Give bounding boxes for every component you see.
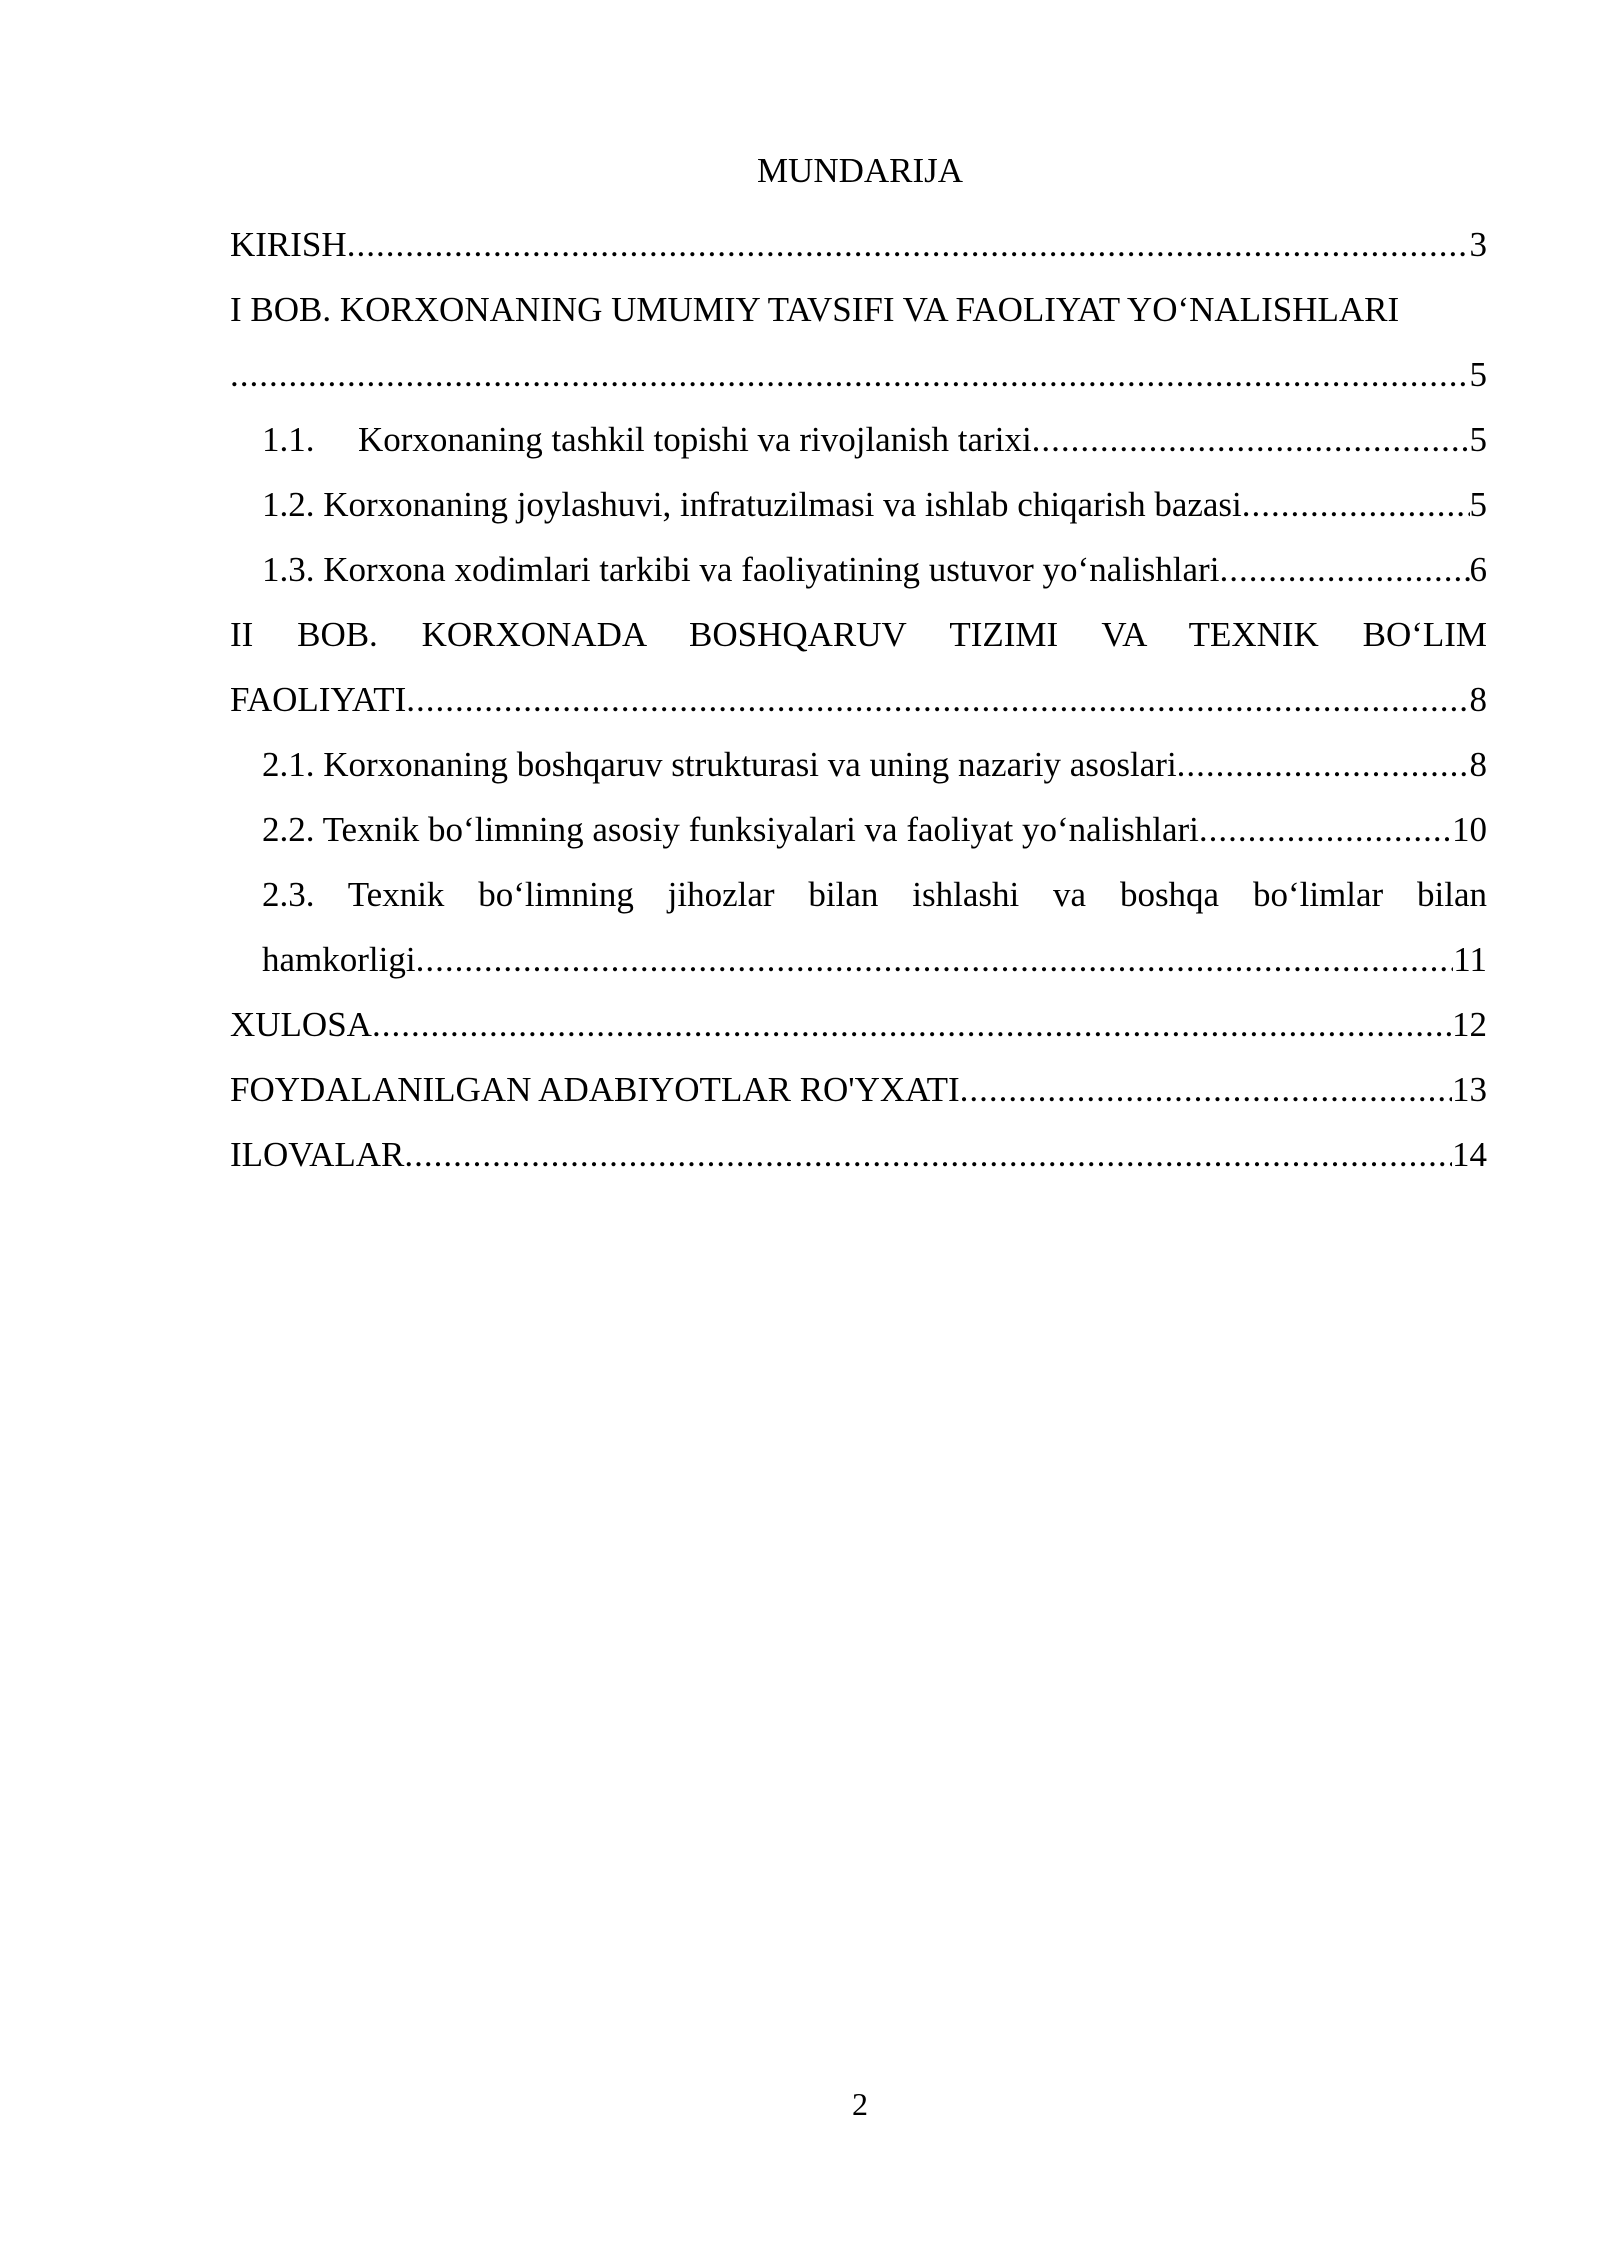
toc-entry-ilovalar[interactable] [230,1122,1487,1187]
toc-entry-adabiyotlar[interactable] [230,1057,1487,1122]
dot-leader [347,212,1470,277]
dot-leader [1177,732,1470,797]
toc-page-number: 11 [1453,940,1487,979]
toc-entry-bob-2[interactable] [230,602,1487,732]
table-of-contents [230,212,1487,1187]
toc-entry-label: Korxonaning tashkil topishi va rivojlanish tarixi [358,420,1032,459]
toc-entry-label: 2.2. Texnik bo‘limning asosiy funksiyalari va faoliyat yo‘nalishlari [262,810,1199,849]
toc-entry-bob-1[interactable] [230,277,1487,407]
dot-leader [372,992,1452,1057]
dot-leader [1032,407,1470,472]
toc-page-number: 6 [1469,550,1487,589]
toc-entry-label: 2.1. Korxonaning boshqaruv strukturasi va uning nazariy asoslari [262,745,1177,784]
toc-entry-1-3[interactable] [262,537,1487,602]
toc-entry-1-2[interactable] [262,472,1487,537]
page-title: MUNDARIJA [756,151,964,190]
dot-leader [1242,472,1470,537]
section-number: 1.1. [262,420,315,459]
toc-entry-label: 2.3. Texnik bo‘limning jihozlar bilan ishlashi va boshqa bo‘limlar bilan [262,875,1487,914]
toc-entry-label: XULOSA [230,1005,372,1044]
toc-entry-2-1[interactable] [262,732,1487,797]
toc-page-number: 14 [1452,1135,1487,1174]
toc-page-number: 8 [1469,745,1487,784]
toc-page-number: 5 [1469,485,1487,524]
toc-entry-2-2[interactable] [262,797,1487,862]
toc-page-number: 5 [1469,420,1487,459]
toc-entry-2-3[interactable] [262,862,1487,992]
dot-leader [1219,537,1469,602]
toc-page-number: 12 [1452,1005,1487,1044]
toc-entry-xulosa[interactable] [230,992,1487,1057]
toc-entry-label: 1.2. Korxonaning joylashuvi, infratuzilmasi va ishlab chiqarish bazasi [262,485,1242,524]
toc-page-number: 10 [1452,810,1487,849]
toc-page-number: 8 [1469,680,1487,719]
toc-page-number: 3 [1469,225,1487,264]
toc-entry-label: KIRISH [230,225,347,264]
dot-leader [416,927,1454,992]
toc-entry-label: ILOVALAR [230,1135,405,1174]
toc-page-number: 5 [1469,355,1487,394]
toc-entry-label: I BOB. KORXONANING UMUMIY TAVSIFI VA FAOLIYAT YO‘NALISHLARI [230,290,1400,329]
toc-entry-1-1[interactable] [262,407,1487,472]
dot-leader [404,1122,1452,1187]
dot-leader [406,667,1469,732]
dot-leader [230,342,1470,407]
toc-entry-label: 1.3. Korxona xodimlari tarkibi va faoliyatining ustuvor yo‘nalishlari [262,550,1220,589]
toc-entry-label: II BOB. KORXONADA BOSHQARUV TIZIMI VA TEXNIK BO‘LIM [230,615,1487,654]
toc-entry-label-continued: FAOLIYATI [230,680,407,719]
dot-leader [960,1057,1452,1122]
toc-entry-label: FOYDALANILGAN ADABIYOTLAR RO'YXATI [230,1070,960,1109]
dot-leader [1199,797,1452,862]
page-number: 2 [852,2086,868,2122]
toc-entry-label-continued: hamkorligi [262,940,416,979]
toc-page-number: 13 [1452,1070,1487,1109]
toc-entry-kirish[interactable] [230,212,1487,277]
